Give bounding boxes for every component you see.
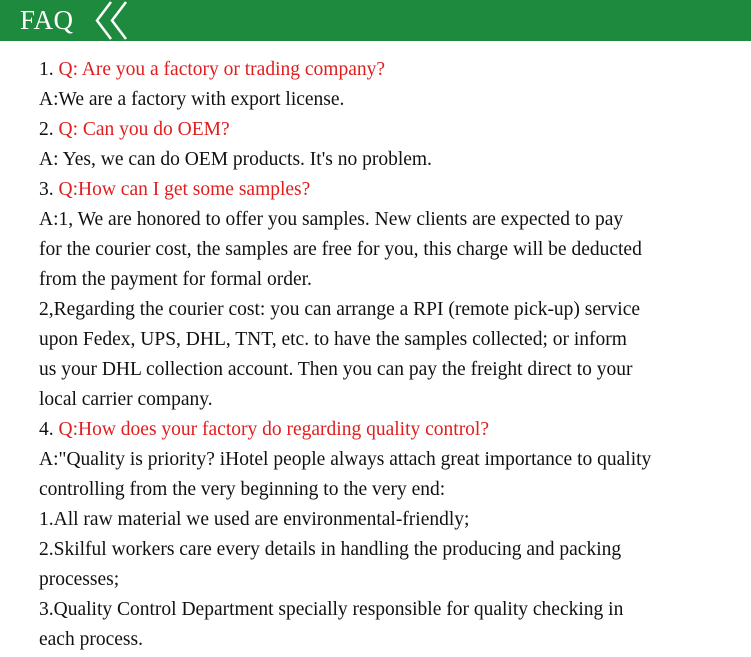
double-chevron-left-icon	[95, 0, 135, 41]
answer-line: A: Yes, we can do OEM products. It's no problem.	[39, 149, 432, 170]
answer-line: processes;	[39, 569, 120, 590]
answer-line: local carrier company.	[39, 389, 213, 410]
answer-line: us your DHL collection account. Then you can pay the freight direct to your	[39, 359, 633, 380]
question-number: 4.	[39, 419, 54, 440]
answer-line: each process.	[39, 629, 143, 650]
answer-line: for the courier cost, the samples are free for you, this charge will be deducted	[39, 239, 642, 260]
answer-line: controlling from the very beginning to the very end:	[39, 479, 446, 500]
question-number: 3.	[39, 179, 54, 200]
answer-line: A:We are a factory with export license.	[39, 89, 345, 110]
question-text: Q:How can I get some samples?	[58, 179, 311, 200]
answer-line: 1.All raw material we used are environmental-friendly;	[39, 509, 470, 530]
faq-question-4	[39, 415, 739, 445]
question-text: Q: Are you a factory or trading company?	[58, 59, 386, 80]
question-text: Q:How does your factory do regarding quality control?	[58, 419, 490, 440]
answer-line: upon Fedex, UPS, DHL, TNT, etc. to have the samples collected; or inform	[39, 329, 627, 350]
question-number: 2.	[39, 119, 54, 140]
answer-line: A:"Quality is priority? iHotel people always attach great importance to quality	[39, 449, 652, 470]
faq-content	[39, 55, 739, 655]
faq-question-3	[39, 175, 739, 205]
answer-line: from the payment for formal order.	[39, 269, 312, 290]
question-text: Q: Can you do OEM?	[58, 119, 230, 140]
answer-line: 2.Skilful workers care every details in handling the producing and packing	[39, 539, 622, 560]
answer-line: 3.Quality Control Department specially responsible for quality checking in	[39, 599, 624, 620]
answer-line: A:1, We are honored to offer you samples. New clients are expected to pay	[39, 209, 624, 230]
faq-question-1	[39, 55, 739, 85]
answer-line: 2,Regarding the courier cost: you can arrange a RPI (remote pick-up) service	[39, 299, 641, 320]
question-number: 1.	[39, 59, 54, 80]
faq-title: FAQ	[20, 5, 74, 35]
faq-question-2	[39, 115, 739, 145]
faq-header	[0, 0, 751, 41]
